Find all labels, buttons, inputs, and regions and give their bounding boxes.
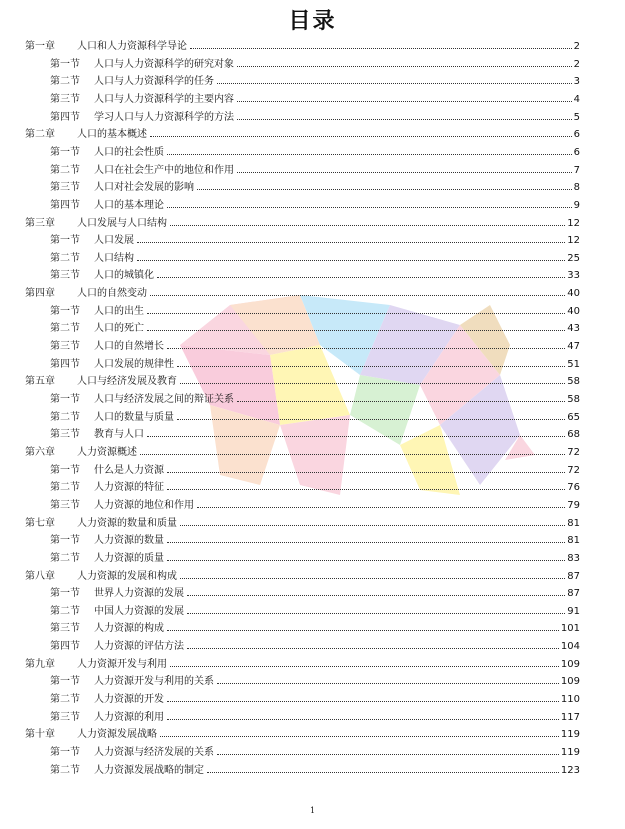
toc-section-entry[interactable]	[50, 58, 580, 70]
toc-entry-page: 109	[560, 676, 580, 688]
toc-entry-page: 33	[567, 270, 580, 282]
toc-section-entry[interactable]	[50, 358, 580, 370]
toc-section-entry[interactable]	[50, 411, 580, 423]
toc-section-entry[interactable]	[50, 605, 580, 617]
toc-leader-dots	[167, 199, 572, 208]
toc-entry-number: 第二节	[50, 252, 80, 264]
toc-leader-dots	[180, 517, 565, 526]
toc-leader-dots	[167, 693, 559, 702]
toc-leader-dots	[177, 411, 565, 420]
toc-section-entry[interactable]	[50, 340, 580, 352]
toc-section-entry[interactable]	[50, 764, 580, 776]
toc-entry-title: 人力资源的评估方法	[94, 641, 184, 653]
toc-leader-dots	[187, 640, 559, 649]
toc-entry-number: 第二节	[50, 482, 80, 494]
toc-leader-dots	[167, 464, 565, 473]
toc-section-entry[interactable]	[50, 534, 580, 546]
toc-entry-page: 72	[567, 446, 580, 458]
toc-entry-number: 第二节	[50, 411, 80, 423]
toc-entry-page: 8	[573, 182, 580, 194]
toc-entry-title: 人力资源概述	[77, 446, 137, 458]
toc-entry-number: 第三节	[50, 270, 80, 282]
toc-entry-page: 12	[567, 217, 580, 229]
toc-entry-number: 第十章	[25, 729, 55, 741]
toc-entry-number: 第一节	[50, 464, 80, 476]
toc-section-entry[interactable]	[50, 111, 580, 123]
toc-entry-page: 109	[560, 658, 580, 670]
toc-entry-title: 人力资源发展战略	[77, 729, 157, 741]
toc-entry-number: 第九章	[25, 658, 55, 670]
toc-section-entry[interactable]	[50, 252, 580, 264]
toc-chapter-entry[interactable]	[25, 517, 580, 529]
toc-entry-page: 51	[567, 358, 580, 370]
toc-leader-dots	[197, 181, 572, 190]
toc-leader-dots	[187, 605, 565, 614]
toc-entry-title: 人口发展	[94, 235, 134, 247]
toc-chapter-entry[interactable]	[25, 40, 580, 52]
toc-entry-page: 76	[567, 482, 580, 494]
toc-entry-page: 3	[573, 76, 580, 88]
toc-section-entry[interactable]	[50, 269, 580, 281]
toc-entry-title: 人力资源的地位和作用	[94, 499, 194, 511]
toc-entry-title: 人口与经济发展及教育	[77, 376, 177, 388]
toc-leader-dots	[170, 658, 559, 667]
toc-leader-dots	[167, 534, 565, 543]
toc-leader-dots	[147, 322, 565, 331]
toc-entry-title: 人口对社会发展的影响	[94, 182, 194, 194]
toc-entry-title: 人力资源与经济发展的关系	[94, 747, 214, 758]
toc-entry-number: 第四节	[50, 641, 80, 653]
toc-entry-title: 人口的死亡	[94, 323, 144, 335]
toc-chapter-entry[interactable]	[25, 728, 580, 740]
toc-entry-number: 第三节	[50, 93, 80, 105]
toc-entry-page: 83	[567, 552, 580, 564]
toc-section-entry[interactable]	[50, 322, 580, 334]
toc-chapter-entry[interactable]	[25, 658, 580, 670]
toc-leader-dots	[187, 587, 565, 596]
toc-entry-number: 第四节	[50, 199, 80, 211]
toc-entry-page: 58	[567, 376, 580, 388]
toc-entry-page: 2	[573, 41, 580, 52]
toc-entry-page: 25	[567, 252, 580, 264]
toc-leader-dots	[237, 111, 572, 120]
toc-entry-page: 40	[567, 288, 580, 300]
toc-entry-title: 人力资源的发展和构成	[77, 570, 177, 582]
toc-entry-page: 43	[567, 323, 580, 335]
toc-leader-dots	[177, 358, 565, 367]
toc-leader-dots	[167, 481, 565, 490]
toc-section-entry[interactable]	[50, 587, 580, 599]
toc-entry-title: 人口的数量与质量	[94, 411, 174, 423]
toc-chapter-entry[interactable]	[25, 570, 580, 582]
toc-section-entry[interactable]	[50, 75, 580, 87]
toc-section-entry[interactable]	[50, 640, 580, 652]
toc-section-entry[interactable]	[50, 93, 580, 105]
toc-entry-page: 123	[560, 764, 580, 776]
toc-entry-title: 人力资源开发与利用	[77, 658, 167, 670]
toc-entry-number: 第一节	[50, 58, 80, 70]
toc-entry-page: 5	[573, 111, 580, 123]
toc-entry-number: 第二节	[50, 552, 80, 564]
toc-section-entry[interactable]	[50, 305, 580, 317]
toc-entry-number: 第三节	[50, 429, 80, 441]
toc-entry-page: 6	[573, 129, 580, 141]
toc-entry-page: 87	[567, 588, 580, 600]
toc-leader-dots	[180, 570, 565, 579]
toc-section-entry[interactable]	[50, 481, 580, 493]
toc-entry-number: 第一节	[50, 535, 80, 547]
toc-entry-title: 人口发展与人口结构	[77, 217, 167, 229]
toc-entry-title: 人口的城镇化	[94, 270, 154, 282]
toc-entry-number: 第二节	[50, 694, 80, 706]
toc-entry-title: 人力资源发展战略的制定	[94, 764, 204, 776]
toc-entry-number: 第一节	[50, 305, 80, 317]
toc-entry-title: 人口在社会生产中的地位和作用	[94, 164, 234, 176]
toc-entry-number: 第六章	[25, 446, 55, 458]
toc-entry-page: 81	[567, 517, 580, 529]
toc-entry-title: 人力资源的开发	[94, 694, 164, 706]
toc-leader-dots	[147, 428, 565, 437]
toc-entry-page: 2	[573, 58, 580, 70]
toc-entry-title: 人口与人力资源科学的任务	[94, 76, 214, 88]
toc-entry-page: 81	[567, 535, 580, 547]
toc-section-entry[interactable]	[50, 693, 580, 705]
toc-entry-title: 人力资源的特征	[94, 482, 164, 494]
toc-chapter-entry[interactable]	[25, 217, 580, 229]
toc-entry-title: 中国人力资源的发展	[94, 605, 184, 617]
toc-entry-number: 第四节	[50, 358, 80, 370]
toc-entry-title: 人口与人力资源科学的研究对象	[94, 58, 234, 70]
toc-entry-number: 第三章	[25, 217, 55, 229]
toc-leader-dots	[237, 393, 565, 402]
toc-entry-page: 4	[573, 93, 580, 105]
toc-leader-dots	[150, 287, 565, 296]
toc-entry-page: 9	[573, 199, 580, 211]
toc-entry-page: 6	[573, 146, 580, 158]
toc-leader-dots	[190, 40, 572, 49]
toc-entry-number: 第七章	[25, 517, 55, 529]
toc-entry-title: 人口的基本概述	[77, 129, 147, 141]
toc-leader-dots	[237, 164, 572, 173]
toc-entry-page: 104	[560, 641, 580, 653]
toc-entry-title: 人力资源的构成	[94, 623, 164, 635]
toc-entry-title: 人口的基本理论	[94, 199, 164, 211]
toc-entry-page: 119	[560, 747, 580, 758]
toc-entry-number: 第八章	[25, 570, 55, 582]
toc-section-entry[interactable]	[50, 393, 580, 405]
toc-entry-page: 65	[567, 411, 580, 423]
toc-leader-dots	[167, 622, 559, 631]
toc-section-entry[interactable]	[50, 499, 580, 511]
toc-entry-number: 第一节	[50, 235, 80, 247]
toc-entry-title: 人口与经济发展之间的辩证关系	[94, 394, 234, 405]
toc-entry-page: 119	[560, 729, 580, 741]
toc-entry-number: 第二节	[50, 164, 80, 176]
toc-section-entry[interactable]	[50, 199, 580, 211]
toc-leader-dots	[160, 728, 559, 737]
toc-section-entry[interactable]	[50, 711, 580, 723]
toc-entry-number: 第一节	[50, 588, 80, 600]
toc-entry-title: 人口的社会性质	[94, 146, 164, 158]
toc-leader-dots	[140, 446, 565, 455]
toc-leader-dots	[157, 269, 565, 278]
toc-entry-title: 人口结构	[94, 252, 134, 264]
toc-leader-dots	[237, 58, 572, 67]
toc-chapter-entry[interactable]	[25, 446, 580, 458]
toc-entry-number: 第五章	[25, 376, 55, 388]
toc-entry-number: 第三节	[50, 623, 80, 635]
toc-leader-dots	[217, 75, 572, 84]
toc-section-entry[interactable]	[50, 464, 580, 476]
page-number: 1	[309, 806, 316, 815]
toc-entry-page: 68	[567, 429, 580, 441]
toc-leader-dots	[237, 93, 572, 102]
toc-entry-number: 第一节	[50, 394, 80, 405]
toc-chapter-entry[interactable]	[25, 128, 580, 140]
toc-entry-number: 第二节	[50, 764, 80, 776]
toc-leader-dots	[207, 764, 559, 773]
toc-entry-page: 58	[567, 394, 580, 405]
toc-entry-title: 人口的出生	[94, 305, 144, 317]
toc-section-entry[interactable]	[50, 146, 580, 158]
toc-leader-dots	[180, 375, 565, 384]
toc-section-entry[interactable]	[50, 164, 580, 176]
toc-entry-page: 40	[567, 305, 580, 317]
toc-entry-number: 第一章	[25, 41, 55, 52]
toc-entry-page: 91	[567, 605, 580, 617]
toc-section-entry[interactable]	[50, 746, 580, 758]
toc-entry-number: 第二节	[50, 605, 80, 617]
toc-leader-dots	[167, 340, 565, 349]
toc-entry-number: 第一节	[50, 146, 80, 158]
toc-entry-title: 人力资源的数量	[94, 535, 164, 547]
toc-section-entry[interactable]	[50, 552, 580, 564]
toc-entry-page: 7	[573, 164, 580, 176]
toc-section-entry[interactable]	[50, 428, 580, 440]
toc-entry-page: 79	[567, 499, 580, 511]
toc-leader-dots	[137, 252, 565, 261]
toc-entry-title: 人力资源的利用	[94, 711, 164, 723]
toc-entry-title: 人力资源的质量	[94, 552, 164, 564]
toc-entry-title: 人口的自然增长	[94, 341, 164, 353]
toc-entry-page: 110	[560, 694, 580, 706]
toc-entry-title: 人口和人力资源科学导论	[77, 41, 187, 52]
toc-section-entry[interactable]	[50, 181, 580, 193]
toc-leader-dots	[137, 234, 565, 243]
toc-entry-page: 72	[567, 464, 580, 476]
toc-entry-number: 第一节	[50, 747, 80, 758]
toc-section-entry[interactable]	[50, 622, 580, 634]
toc-entry-number: 第三节	[50, 499, 80, 511]
toc-entry-title: 教育与人口	[94, 429, 144, 441]
toc-entry-title: 什么是人力资源	[94, 464, 164, 476]
toc-entry-title: 人口的自然变动	[77, 288, 147, 300]
toc-entry-page: 12	[567, 235, 580, 247]
toc-entry-number: 第四章	[25, 288, 55, 300]
toc-leader-dots	[150, 128, 572, 137]
toc-leader-dots	[167, 552, 565, 561]
toc-entry-number: 第二节	[50, 76, 80, 88]
toc-entry-title: 世界人力资源的发展	[94, 588, 184, 600]
toc-leader-dots	[217, 675, 559, 684]
toc-section-entry[interactable]	[50, 675, 580, 687]
page-title: 目录	[288, 8, 337, 34]
toc-leader-dots	[197, 499, 565, 508]
toc-leader-dots	[167, 711, 559, 720]
toc-leader-dots	[170, 217, 565, 226]
toc-leader-dots	[167, 146, 572, 155]
toc-entry-title: 人力资源的数量和质量	[77, 517, 177, 529]
toc-entry-page: 117	[560, 711, 580, 723]
toc-entry-number: 第三节	[50, 711, 80, 723]
toc-section-entry[interactable]	[50, 234, 580, 246]
toc-leader-dots	[217, 746, 559, 755]
toc-entry-number: 第三节	[50, 341, 80, 353]
toc-chapter-entry[interactable]	[25, 287, 580, 299]
toc-entry-page: 101	[560, 623, 580, 635]
toc-entry-number: 第二章	[25, 129, 55, 141]
toc-entry-title: 人力资源开发与利用的关系	[94, 676, 214, 688]
toc-entry-number: 第二节	[50, 323, 80, 335]
toc-entry-page: 47	[567, 341, 580, 353]
toc-chapter-entry[interactable]	[25, 375, 580, 387]
toc-entry-title: 人口与人力资源科学的主要内容	[94, 93, 234, 105]
toc-entry-page: 87	[567, 570, 580, 582]
toc-entry-number: 第四节	[50, 111, 80, 123]
toc-entry-number: 第一节	[50, 676, 80, 688]
toc-entry-number: 第三节	[50, 182, 80, 194]
toc-entry-title: 人口发展的规律性	[94, 358, 174, 370]
toc-entry-title: 学习人口与人力资源科学的方法	[94, 111, 234, 123]
toc-leader-dots	[147, 305, 565, 314]
